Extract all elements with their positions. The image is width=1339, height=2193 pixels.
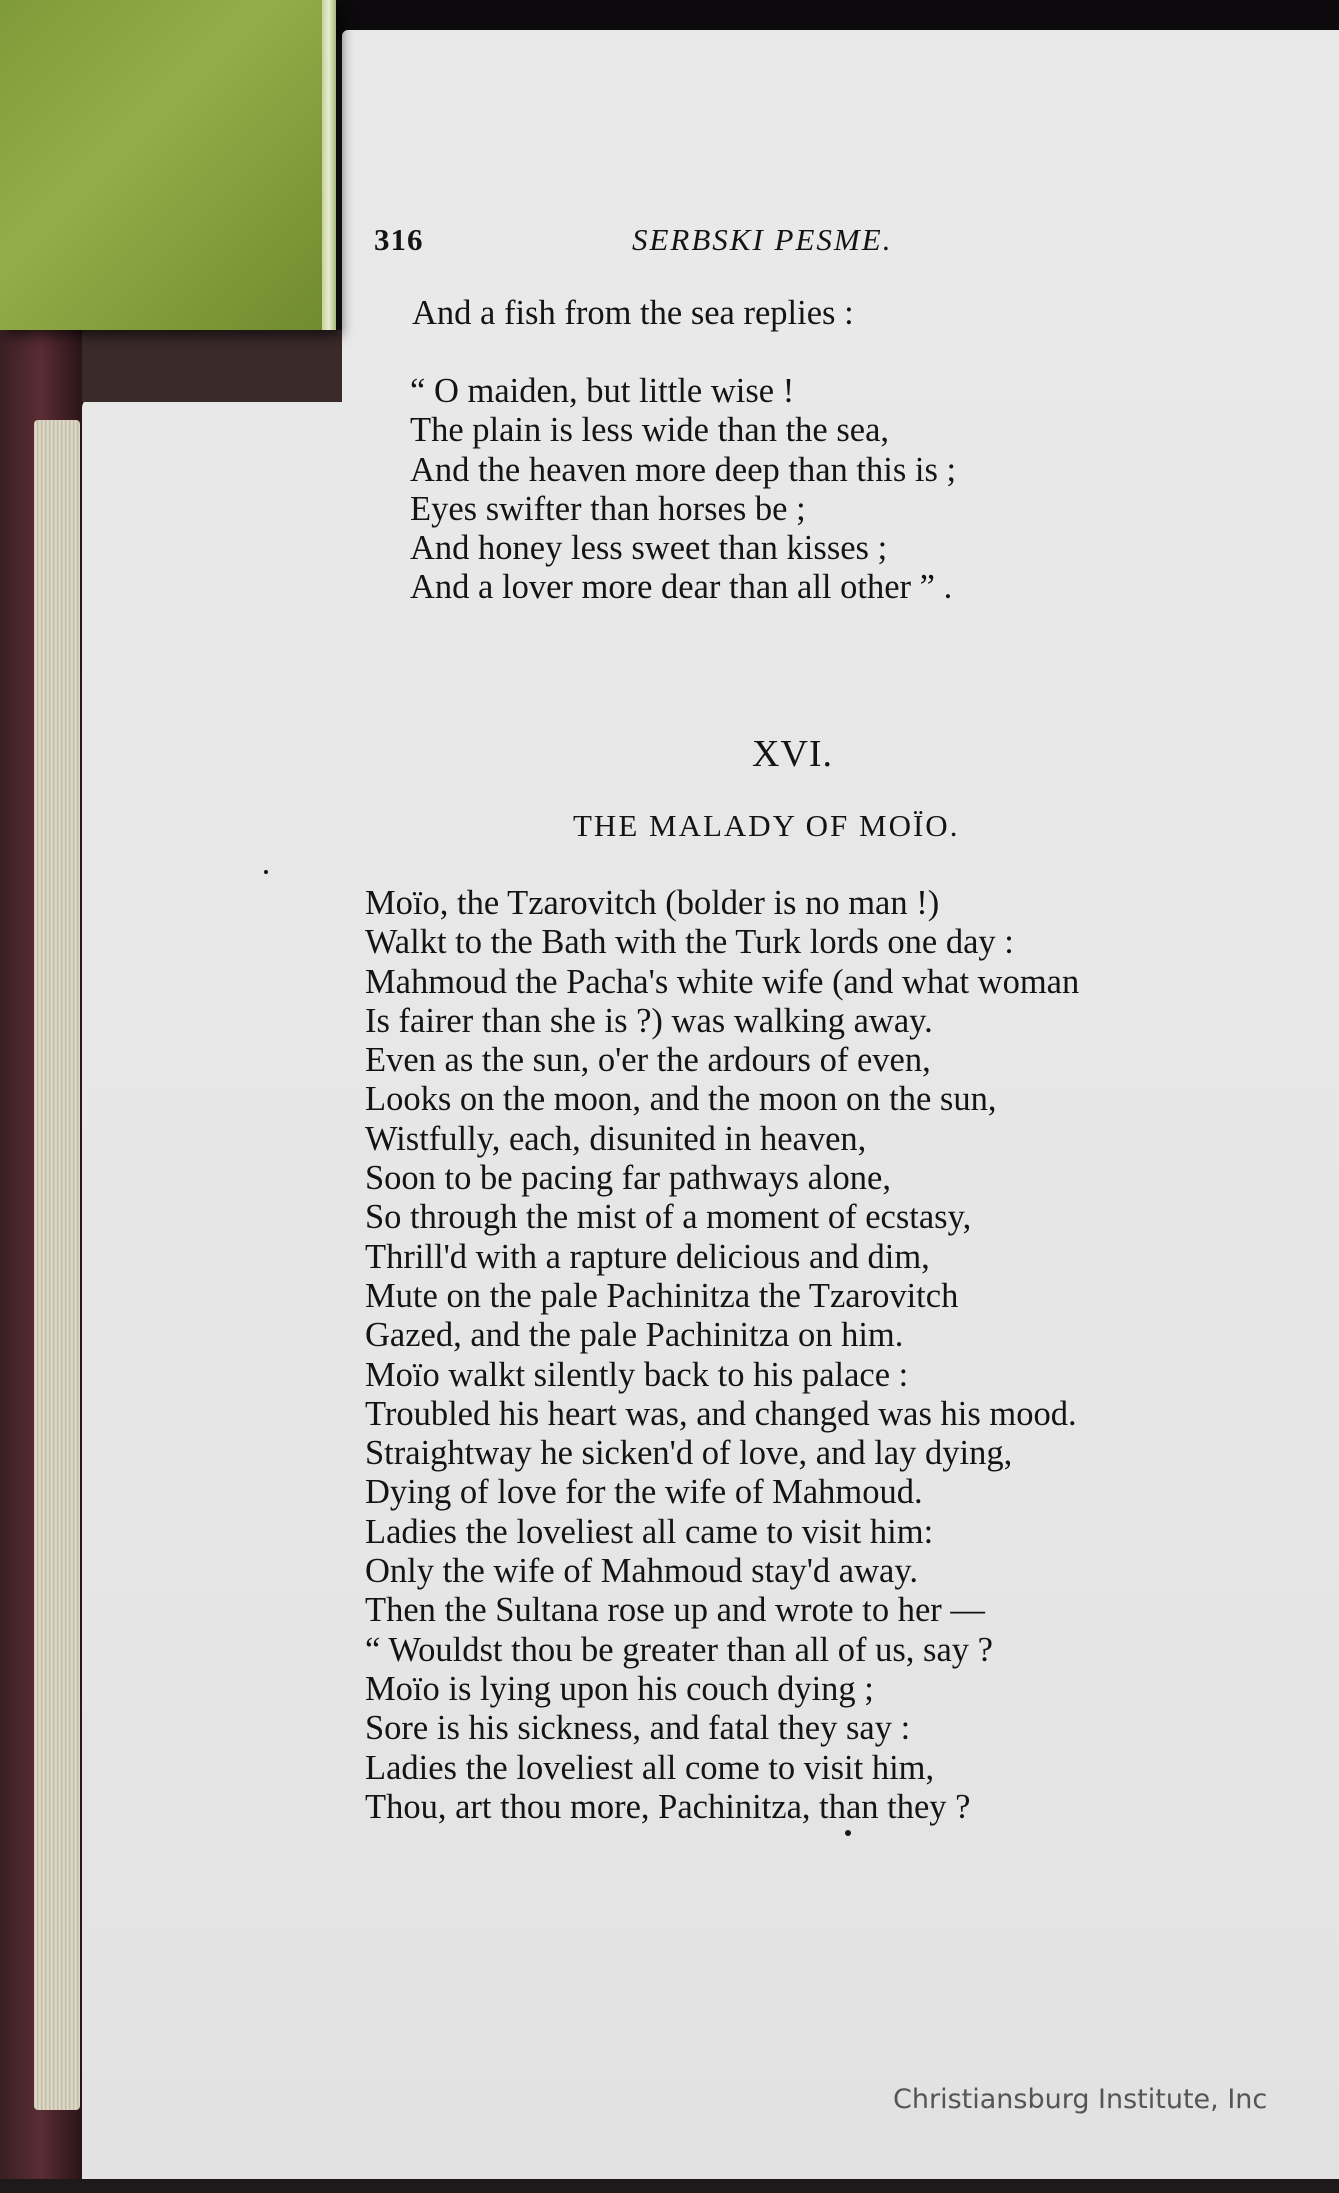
green-book-cover [0,0,335,330]
verse-line: Looks on the moon, and the moon on the sun, [365,1080,997,1119]
verse-line: Soon to be pacing far pathways alone, [365,1159,891,1198]
verse-line: The plain is less wide than the sea, [410,411,890,450]
verse-line: “ Wouldst thou be greater than all of us, say ? [365,1630,993,1669]
verse-line: Even as the sun, o'er the ardours of even, [365,1041,931,1080]
page-number: 316 [374,222,424,257]
verse-line: And honey less sweet than kisses ; [410,529,888,568]
verse-line: “ O maiden, but little wise ! [410,372,795,410]
verse-line: So through the mist of a moment of ecstasy, [365,1198,972,1237]
verse-line: Mahmoud the Pacha's white wife (and what woman [365,962,1080,1001]
bottom-shadow [0,2179,1339,2193]
verse-line: Troubled his heart was, and changed was his mood. [365,1394,1077,1433]
verse-line: Walkt to the Bath with the Turk lords one day : [365,923,1014,962]
verse-line: Moïo is lying upon his couch dying ; [365,1669,874,1708]
verse-line: Moïo, the Tzarovitch (bolder is no man !) [365,884,940,922]
section-title: THE MALADY OF MOÏO. [573,808,960,843]
verse-line: Only the wife of Mahmoud stay'd away. [365,1552,918,1591]
verse-line: Dying of love for the wife of Mahmoud. [365,1473,923,1512]
section-number: XVI. [752,733,834,775]
poem-body [365,884,1079,1827]
page-upper-area [342,30,1339,410]
shadow-strip [82,330,342,402]
verse-line: Wistfully, each, disunited in heaven, [365,1119,867,1158]
watermark: Christiansburg Institute, Inc [893,2084,1268,2115]
verse-line: Mute on the pale Pachinitza the Tzarovitch [365,1276,959,1315]
verse-line: And a lover more dear than all other ” . [410,568,953,607]
verse-line: Ladies the loveliest all came to visit him: [365,1512,934,1551]
ink-speck [845,1830,851,1836]
green-book-edge [322,0,336,330]
page-edges [34,420,80,2110]
verse-line: Thou, art thou more, Pachinitza, than they ? [365,1787,971,1826]
verse-line: And the heaven more deep than this is ; [410,450,957,489]
fish-reply-stanza [410,372,956,608]
verse-line: Is fairer than she is ?) was walking away. [365,1001,933,1040]
ink-speck [264,870,268,874]
verse-line: Ladies the loveliest all come to visit him, [365,1748,935,1787]
verse-line: Straightway he sicken'd of love, and lay dying, [365,1434,1013,1473]
verse-line: Thrill'd with a rapture delicious and dim, [365,1237,930,1276]
verse-line: Then the Sultana rose up and wrote to her — [365,1591,985,1630]
intro-line: And a fish from the sea replies : [412,294,854,332]
verse-line: Sore is his sickness, and fatal they say : [365,1709,911,1748]
verse-line: Moïo walkt silently back to his palace : [365,1355,909,1394]
verse-line: Gazed, and the pale Pachinitza on him. [365,1316,904,1355]
verse-line: Eyes swifter than horses be ; [410,489,806,528]
running-title: SERBSKI PESME. [632,222,893,257]
